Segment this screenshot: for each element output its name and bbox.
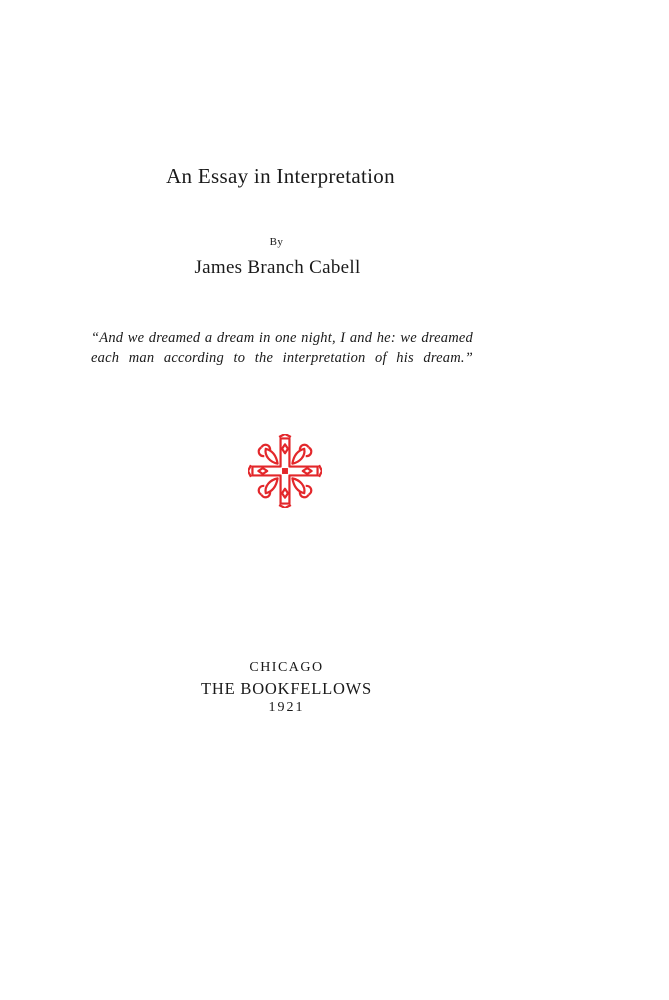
book-title: An Essay in Interpretation: [166, 164, 395, 188]
fleuron-ornament-icon: [248, 434, 322, 508]
author-name: James Branch Cabell: [194, 257, 361, 278]
publisher-name: THE BOOKFELLOWS: [200, 679, 373, 698]
by-line: By: [269, 236, 284, 248]
epigraph-line-2: each man according to the interpretation of his dream.”: [91, 350, 473, 366]
publication-city: CHICAGO: [249, 660, 324, 675]
epigraph: [91, 328, 473, 368]
epigraph-line-1: “And we dreamed a dream in one night, I and he: we dreamed: [91, 330, 473, 346]
publication-year: 1921: [268, 700, 305, 715]
